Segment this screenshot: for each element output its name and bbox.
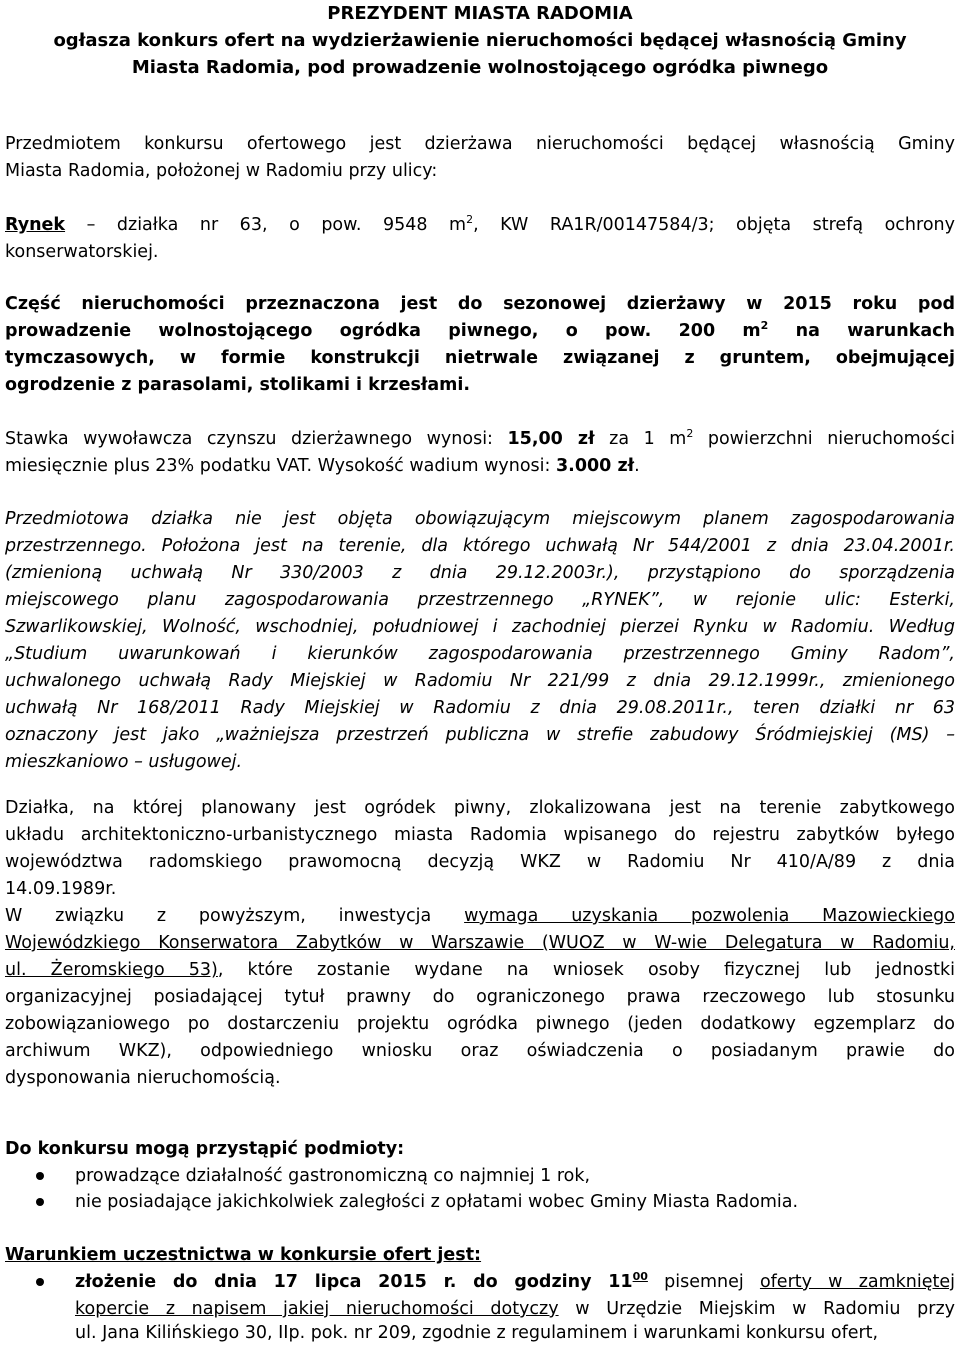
lease-line-3: tymczasowych, w formie konstrukcji nietrwale związanej z gruntem, obejmującej [5,348,955,368]
permit-line-5: zobowiązaniowego po dostarczeniu projektu ogródka piwnego (jeden dodatkowy egzemplarz do [5,1014,955,1034]
plan-line-3: (zmienioną uchwałą Nr 330/2003 z dnia 29.12.2003r.), przystąpiono do sporządzenia [5,563,955,583]
plan-line-7: uchwalonego uchwałą Rady Miejskiej w Radomiu Nr 221/99 z dnia 29.12.1999r., zmienionego [5,671,955,691]
eligibility-item-1: prowadzące działalność gastronomiczną co najmniej 1 rok, [75,1166,591,1186]
header-line-2: ogłasza konkurs ofert na wydzierżawienie nieruchomości będącej własnością Gminy [53,30,907,51]
condition-item-line-2: kopercie z napisem jakiej nieruchomości dotyczy w Urzędzie Miejskim w Radomiu przy [75,1299,955,1319]
permit-line-2: Wojewódzkiego Konserwatora Zabytków w Warszawie (WUOZ w W-wie Delegatura w Radomiu, [5,933,955,953]
conditions-heading: Warunkiem uczestnictwa w konkursie ofert jest: [5,1245,482,1265]
permit-line-6: archiwum WKZ), odpowiedniego wniosku oraz oświadczenia o posiadanym prawie do [5,1041,955,1061]
rynek-label: Rynek [5,215,66,235]
rate-line-2: miesięcznie plus 23% podatku VAT. Wysokość wadium wynosi: 3.000 zł. [5,456,640,476]
permit-line-7: dysponowania nieruchomością. [5,1068,281,1088]
plan-line-9: oznaczony jest jako „ważniejsza przestrzeń publiczna w strefie zabudowy Śródmiejskiej (MS) – [5,725,955,745]
subject-line-1: Przedmiotem konkursu ofertowego jest dzierżawa nieruchomości będącej własnością Gminy [5,134,955,154]
condition-item-line-1: złożenie do dnia 17 lipca 2015 r. do godziny $11^{00}$ pisemnej oferty w zamkniętej [75,1270,956,1292]
plan-line-6: „Studium uwarunkowań i kierunków zagospodarowania przestrzennego Gminy Radom”, [5,644,955,664]
permit-line-3: ul. Żeromskiego 53), które zostanie wydane na wniosek osoby fizycznej lub jednostki [5,960,955,980]
plan-line-4: miejscowego planu zagospodarowania przestrzennego „RYNEK”, w rejonie ulic: Esterki, [5,590,955,610]
bullet-icon [36,1172,44,1180]
lease-line-4: ogrodzenie z parasolami, stolikami i krzesłami. [5,375,471,395]
rate-line-1: Stawka wywoławcza czynszu dzierżawnego wynosi: 15,00 zł za 1 $m^2$ powierzchni nieruchomości [5,427,955,449]
bullet-icon [36,1278,44,1286]
plan-line-5: Szwarlikowskiej, Wolność, wschodniej, południowej i zachodniej pierzei Rynku w Radomiu. Według [5,617,955,637]
plan-line-2: przestrzennego. Położona jest na terenie, dla którego uchwałą Nr 544/2001 z dnia 23.04.2001r. [5,536,955,556]
bullet-icon [36,1198,44,1206]
eligibility-heading: Do konkursu mogą przystąpić podmioty: [5,1139,405,1159]
heritage-line-1: Działka, na której planowany jest ogródek piwny, zlokalizowana jest na terenie zabytkowego [5,798,955,818]
heritage-line-4: 14.09.1989r. [5,879,117,899]
permit-line-1: W związku z powyższym, inwestycja wymaga uzyskania pozwolenia Mazowieckiego [5,906,956,926]
lease-line-2: prowadzenie wolnostojącego ogródka piwnego, o pow. 200 $m^2$ na warunkach [5,319,955,341]
lease-line-1: Część nieruchomości przeznaczona jest do sezonowej dzierżawy w 2015 roku pod [5,294,955,314]
parcel-line-2: konserwatorskiej. [5,242,159,262]
header-title: PREZYDENT MIASTA RADOMIA [327,3,633,24]
permit-line-4: organizacyjnej posiadającej tytuł prawny do ograniczonego prawa rzeczowego lub stosunku [5,987,955,1007]
eligibility-item-2: nie posiadające jakichkolwiek zaległości z opłatami wobec Gminy Miasta Radomia. [75,1192,799,1212]
plan-line-1: Przedmiotowa działka nie jest objęta obowiązującym miejscowym planem zagospodarowania [5,509,955,529]
parcel-line-1: Rynek – działka nr 63, o pow. 9548 $m^2$, KW RA1R/00147584/3; objęta strefą ochrony [5,213,955,235]
subject-line-2: Miasta Radomia, położonej w Radomiu przy ulicy: [5,161,438,181]
heritage-line-3: województwa radomskiego prawomocną decyzją WKZ w Radomiu Nr 410/A/89 z dnia [5,852,955,872]
condition-item-line-3: ul. Jana Kilińskiego 30, IIp. pok. nr 209, zgodnie z regulaminem i warunkami konkursu ofert, [75,1323,879,1343]
plan-line-10: mieszkaniowo – usługowej. [5,752,243,772]
plan-line-8: uchwałą Nr 168/2011 Rady Miejskiej w Radomiu z dnia 29.08.2011r., teren działki nr 63 [5,698,955,718]
heritage-line-2: układu architektoniczno-urbanistycznego miasta Radomia wpisanego do rejestru zabytków byłego [5,825,955,845]
header-line-3: Miasta Radomia, pod prowadzenie wolnostojącego ogródka piwnego [131,57,829,78]
